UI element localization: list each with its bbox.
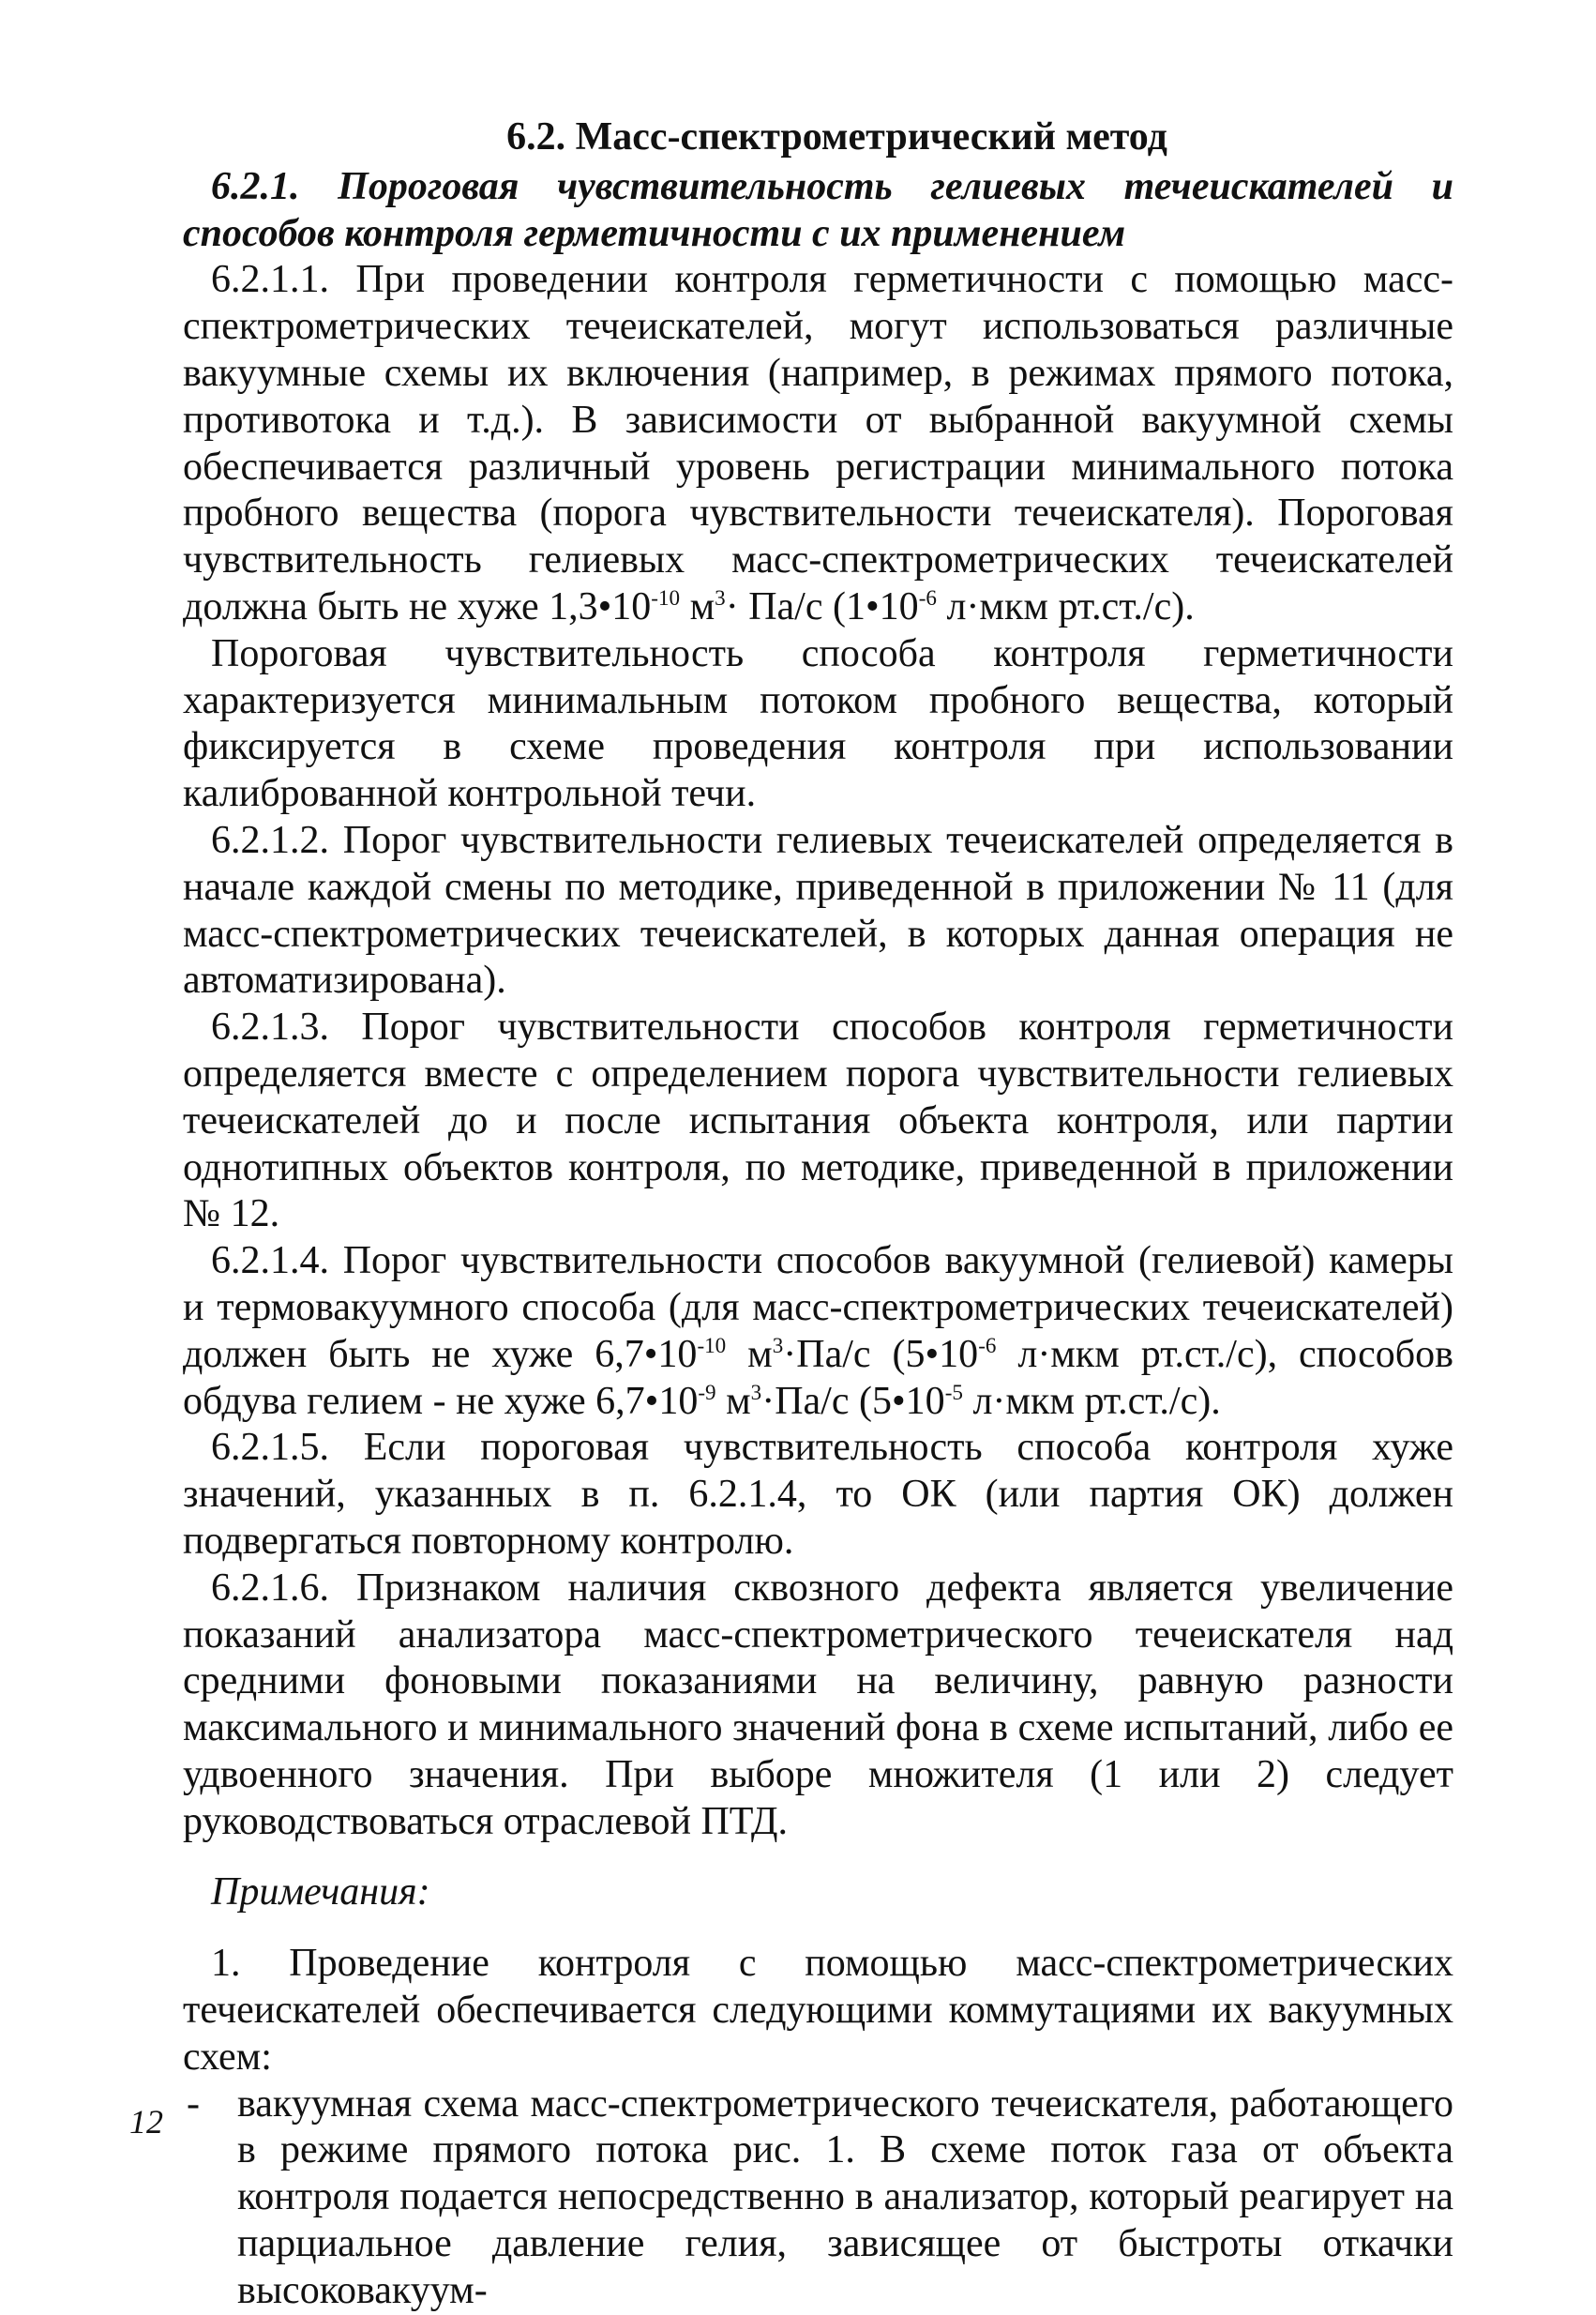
notes-heading: Примечания: [211,1870,430,1914]
paragraph-threshold-definition: Пороговая чувствительность способа контроля герметичности характеризуется минимальным потоком пробного вещества, который фиксируется в схеме проведения контроля при использовании калиброванной контрольной течи. [183,631,1453,816]
note-1-list-item: - вакуумная схема масс-спектрометрического течеискателя, работающего в режиме прямого потока рис. 1. В схеме поток газа от объекта контроля подается непосредственно в анализатор, который реагирует на парциальное давление гелия, зависящее от быстроты откачки высоковакуум- [187,2081,1453,2312]
paragraph-6-2-1-4: 6.2.1.4. Порог чувствительности способов вакуумной (гелиевой) камеры и термовакуумного способа (для масс-спектрометрических течеискателей) должен быть не хуже $6,7•10^{-10}$ $м^3\cdot Па/с$ ($5•10^{-6}$ л·мкм рт.ст./с), способов обдува гелием - не хуже $6,7•10^{-9}$ $м^3\cdot Па/с$ ($5•10^{-5}$ л·мкм рт.ст./с). [183,1239,1454,1423]
paragraph-6-2-1-1: 6.2.1.1. При проведении контроля герметичности с помощью масс-спектрометрических течеискателей, могут использоваться различные вакуумные схемы их включения (например, в режимах прямого потока, противотока и т.д.). В зависимости от выбранной вакуумной схемы обеспечивается различный уровень регистрации минимального потока пробного вещества (порога чувствительности течеискателя). Пороговая чувствительность гелиевых масс-спектрометрических течеискателей должна быть не хуже $1,3•10^{-10}$ $м^3\cdot Па/с$ ($1•10^{-6}$ л·мкм рт.ст./с). [183,258,1453,628]
note-1: 1. Проведение контроля с помощью масс-спектрометрических течеискателей обеспечивается следующими коммутациями их вакуумных схем: [183,1942,1453,2079]
document-page [183,114,1453,2315]
page-number: 12 [129,2103,163,2141]
subsection-title: 6.2.1. Пороговая чувствительность гелиевых течеискателей и способов контроля герметичности с их применением [183,164,1453,255]
paragraph-6-2-1-6: 6.2.1.6. Признаком наличия сквозного дефекта является увеличение показаний анализатора масс-спектрометрического течеискателя над средними фоновыми показаниями на величину, равную разности максимального и минимального значений фона в схеме испытаний, либо ее удвоенного значения. При выборе множителя (1 или 2) следует руководствоваться отраслевой ПТД. [183,1566,1453,1843]
paragraph-6-2-1-5: 6.2.1.5. Если пороговая чувствительность способа контроля хуже значений, указанных в п. 6.2.1.4, то ОК (или партия ОК) должен подвергаться повторному контролю. [183,1426,1453,1563]
list-dash: - [187,2081,200,2126]
paragraph-6-2-1-2: 6.2.1.2. Порог чувствительности гелиевых течеискателей определяется в начале каждой смены по методике, приведенной в приложении № 11 (для масс-спектрометрических течеискателей, в которых данная операция не автоматизирована). [183,818,1453,1003]
section-title: 6.2. Масс-спектрометрический метод [506,115,1167,159]
paragraph-6-2-1-3: 6.2.1.3. Порог чувствительности способов контроля герметичности определяется вместе с определением порога чувствительности гелиевых течеискателей до и после испытания объекта контроля, или партии однотипных объектов контроля, по методике, приведенной в приложении № 12. [183,1006,1453,1236]
